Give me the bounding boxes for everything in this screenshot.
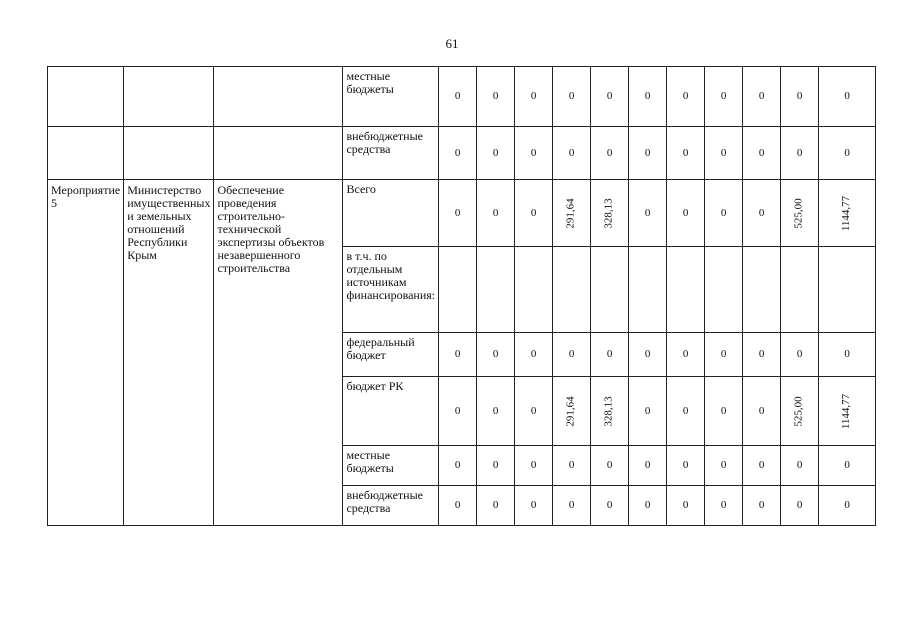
value-cell [515, 377, 553, 446]
value-text: 0 [454, 146, 461, 159]
value-text: 0 [796, 499, 803, 511]
table-row [48, 127, 876, 180]
value-cell [781, 333, 819, 377]
value-cell [591, 247, 629, 333]
source-cell: местные бюджеты [343, 446, 439, 486]
value-cell [477, 377, 515, 446]
value-cell [819, 377, 876, 446]
value-text: 0 [492, 499, 499, 511]
value-text: 0 [758, 206, 765, 219]
value-text: 525,00 [793, 197, 806, 229]
value-text: 0 [758, 348, 765, 360]
value-text: 0 [606, 499, 613, 511]
value-text: 0 [606, 459, 613, 471]
value-text: 0 [796, 348, 803, 360]
value-cell [667, 333, 705, 377]
value-text: 0 [530, 459, 537, 471]
value-cell [667, 247, 705, 333]
value-text: 291,64 [565, 395, 578, 427]
value-cell [591, 446, 629, 486]
value-cell [781, 377, 819, 446]
value-text: 0 [644, 499, 651, 511]
value-text: 0 [758, 404, 765, 417]
value-cell [439, 446, 477, 486]
value-text: 0 [492, 459, 499, 471]
value-text: 0 [644, 348, 651, 360]
value-text: 0 [844, 499, 850, 511]
value-cell [667, 486, 705, 526]
value-text: 0 [758, 499, 765, 511]
value-cell [781, 180, 819, 247]
value-text: 0 [844, 459, 850, 471]
value-text: 0 [454, 90, 461, 102]
empty-cell [124, 67, 214, 127]
value-text: 0 [492, 348, 499, 360]
value-cell [629, 247, 667, 333]
value-cell [515, 333, 553, 377]
value-text: 0 [682, 404, 689, 417]
value-text: 0 [758, 146, 765, 159]
value-cell [743, 333, 781, 377]
value-text: 0 [682, 206, 689, 219]
financing-table [47, 66, 876, 526]
value-cell [439, 127, 477, 180]
value-cell [515, 127, 553, 180]
value-cell [553, 333, 591, 377]
value-text: 0 [606, 146, 613, 159]
value-text: 0 [720, 146, 727, 159]
value-cell [439, 247, 477, 333]
value-text: 525,00 [793, 395, 806, 427]
value-text: 0 [492, 206, 499, 219]
value-cell [553, 377, 591, 446]
value-text: 0 [454, 206, 461, 219]
value-text: 0 [720, 459, 727, 471]
table-row [48, 180, 876, 247]
value-text: 0 [454, 348, 461, 360]
value-text: 0 [530, 348, 537, 360]
value-cell [743, 446, 781, 486]
value-cell [781, 486, 819, 526]
value-cell [553, 67, 591, 127]
value-cell [439, 486, 477, 526]
value-text: 1144,77 [840, 195, 853, 231]
value-cell [591, 333, 629, 377]
value-cell [819, 180, 876, 247]
value-cell [629, 446, 667, 486]
value-cell [705, 486, 743, 526]
value-cell [477, 333, 515, 377]
value-cell [591, 180, 629, 247]
value-text: 0 [454, 459, 461, 471]
value-cell [477, 127, 515, 180]
value-cell [477, 446, 515, 486]
value-cell [515, 67, 553, 127]
value-text: 0 [606, 90, 613, 102]
source-cell: федеральный бюджет [343, 333, 439, 377]
value-cell [743, 67, 781, 127]
value-cell [743, 247, 781, 333]
value-cell [439, 180, 477, 247]
value-cell [553, 127, 591, 180]
value-text: 0 [644, 90, 651, 102]
value-text: 0 [682, 459, 689, 471]
value-cell [629, 486, 667, 526]
value-cell [705, 446, 743, 486]
value-text: 0 [644, 206, 651, 219]
measure-label: Мероприятие 5 [48, 180, 124, 526]
value-cell [591, 127, 629, 180]
source-cell: внебюджетные средства [343, 486, 439, 526]
value-text: 1144,77 [840, 393, 853, 429]
value-cell [515, 180, 553, 247]
measure-executor: Министерство имущественных и земельных отношений Республики Крым [124, 180, 214, 526]
value-cell [819, 247, 876, 333]
value-cell [515, 486, 553, 526]
value-text: 0 [758, 459, 765, 471]
value-text: 0 [796, 90, 803, 102]
value-text: 0 [644, 404, 651, 417]
value-text: 0 [530, 404, 537, 417]
value-cell [477, 247, 515, 333]
value-text: 0 [682, 348, 689, 360]
value-text: 0 [844, 90, 850, 102]
value-cell [553, 486, 591, 526]
value-text: 0 [682, 499, 689, 511]
value-text: 0 [796, 459, 803, 471]
value-text: 0 [758, 90, 765, 102]
value-cell [667, 127, 705, 180]
value-cell [439, 333, 477, 377]
value-text: 0 [454, 499, 461, 511]
value-text: 0 [530, 499, 537, 511]
value-text: 0 [720, 206, 727, 219]
value-text: 0 [530, 146, 537, 159]
value-text: 291,64 [565, 197, 578, 229]
value-cell [705, 333, 743, 377]
empty-cell [48, 127, 124, 180]
source-cell: местные бюджеты [343, 67, 439, 127]
value-text: 0 [568, 348, 575, 360]
source-cell: внебюджетные средства [343, 127, 439, 180]
value-text: 0 [682, 146, 689, 159]
value-cell [743, 127, 781, 180]
value-cell [553, 247, 591, 333]
value-cell [743, 486, 781, 526]
value-cell [705, 127, 743, 180]
value-cell [515, 446, 553, 486]
value-cell [819, 127, 876, 180]
value-text: 0 [568, 499, 575, 511]
value-cell [515, 247, 553, 333]
value-text: 0 [720, 404, 727, 417]
value-text: 0 [796, 146, 803, 159]
value-cell [629, 67, 667, 127]
value-text: 0 [644, 459, 651, 471]
value-cell [629, 127, 667, 180]
value-cell [629, 180, 667, 247]
value-text: 328,13 [603, 197, 616, 229]
source-cell: в т.ч. по отдельным источникам финансирования: [343, 247, 439, 333]
value-text: 0 [492, 404, 499, 417]
table-row [48, 67, 876, 127]
value-cell [667, 67, 705, 127]
value-cell [439, 377, 477, 446]
value-text: 0 [530, 206, 537, 219]
empty-cell [214, 127, 343, 180]
value-cell [705, 377, 743, 446]
value-cell [819, 333, 876, 377]
value-text: 0 [568, 90, 575, 102]
value-text: 0 [606, 348, 613, 360]
value-text: 0 [644, 146, 651, 159]
value-cell [705, 67, 743, 127]
value-cell [705, 247, 743, 333]
value-text: 0 [844, 146, 850, 159]
value-cell [477, 67, 515, 127]
value-cell [591, 486, 629, 526]
value-text: 0 [454, 404, 461, 417]
source-cell: бюджет РК [343, 377, 439, 446]
value-cell [743, 377, 781, 446]
value-cell [553, 446, 591, 486]
value-text: 0 [568, 146, 575, 159]
value-cell [591, 377, 629, 446]
value-text: 328,13 [603, 395, 616, 427]
value-text: 0 [492, 146, 499, 159]
value-cell [743, 180, 781, 247]
value-text: 0 [530, 90, 537, 102]
value-cell [819, 67, 876, 127]
value-cell [781, 67, 819, 127]
value-text: 0 [720, 499, 727, 511]
value-text: 0 [720, 90, 727, 102]
value-cell [477, 180, 515, 247]
value-cell [667, 180, 705, 247]
value-text: 0 [844, 348, 850, 360]
value-text: 0 [568, 459, 575, 471]
value-text: 0 [492, 90, 499, 102]
value-cell [819, 486, 876, 526]
value-cell [781, 446, 819, 486]
value-cell [667, 446, 705, 486]
source-cell: Всего [343, 180, 439, 247]
page-number: 61 [445, 36, 459, 51]
value-cell [629, 333, 667, 377]
value-cell [781, 127, 819, 180]
value-cell [819, 446, 876, 486]
value-cell [629, 377, 667, 446]
value-cell [705, 180, 743, 247]
empty-cell [124, 127, 214, 180]
value-cell [477, 486, 515, 526]
measure-description: Обеспечение проведения строительно-технической экспертизы объектов незавершенного строительства [214, 180, 343, 526]
value-cell [667, 377, 705, 446]
empty-cell [48, 67, 124, 127]
value-cell [439, 67, 477, 127]
empty-cell [214, 67, 343, 127]
value-cell [591, 67, 629, 127]
value-cell [781, 247, 819, 333]
value-text: 0 [720, 348, 727, 360]
value-text: 0 [682, 90, 689, 102]
value-cell [553, 180, 591, 247]
